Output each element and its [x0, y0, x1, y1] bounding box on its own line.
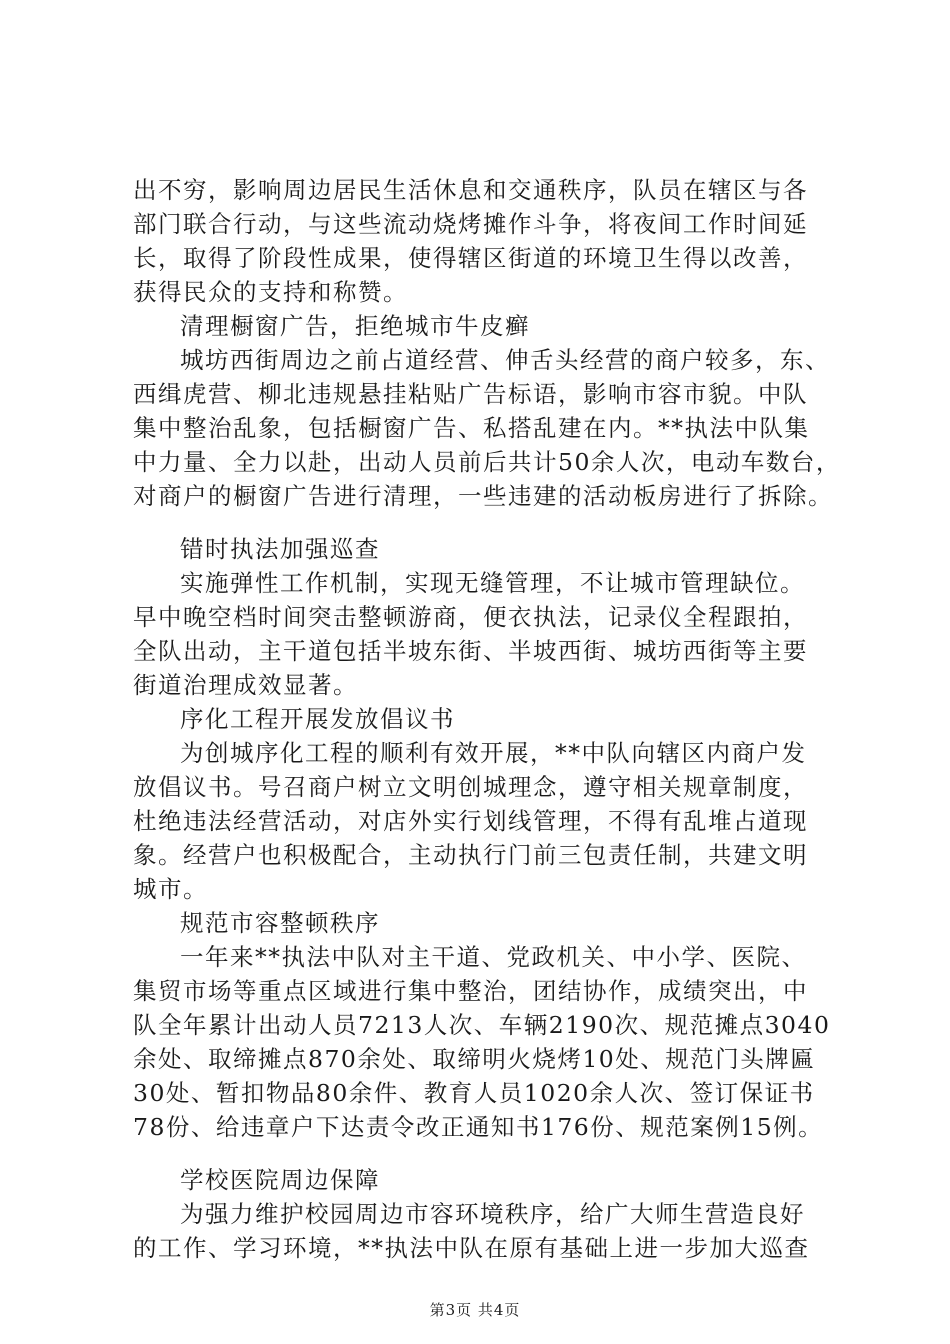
- body-text-line: 为强力维护校园周边市容环境秩序，给广大师生营造良好: [180, 1200, 805, 1228]
- body-text-line: 30处、暂扣物品80余件、教育人员1020余人次、签订保证书: [133, 1079, 815, 1107]
- body-text-line: 杜绝违法经营活动，对店外实行划线管理，不得有乱堆占道现: [133, 807, 808, 835]
- section-heading: 规范市容整顿秩序: [180, 909, 380, 937]
- body-text-line: 西缉虎营、柳北违规悬挂粘贴广告标语，影响市容市貌。中队: [133, 380, 808, 408]
- body-text-line: 城坊西街周边之前占道经营、伸舌头经营的商户较多，东、: [180, 346, 830, 374]
- section-heading: 错时执法加强巡查: [180, 535, 380, 563]
- section-heading: 学校医院周边保障: [180, 1166, 380, 1194]
- body-text-line: 城市。: [133, 875, 208, 903]
- body-text-line: 早中晚空档时间突击整顿游商，便衣执法，记录仪全程跟拍，: [133, 603, 808, 631]
- page-number-footer: 第3页 共4页: [429, 1301, 521, 1319]
- body-text-line: 放倡议书。号召商户树立文明创城理念，遵守相关规章制度，: [133, 773, 808, 801]
- body-text-line: 部门联合行动，与这些流动烧烤摊作斗争，将夜间工作时间延: [133, 210, 808, 238]
- body-text-line: 集贸市场等重点区域进行集中整治，团结协作，成绩突出，中: [133, 977, 808, 1005]
- body-text-line: 队全年累计出动人员7213人次、车辆2190次、规范摊点3040: [133, 1011, 831, 1039]
- body-text-line: 获得民众的支持和称赞。: [133, 278, 408, 306]
- body-text-line: 长，取得了阶段性成果，使得辖区街道的环境卫生得以改善，: [133, 244, 808, 272]
- body-text-line: 实施弹性工作机制，实现无缝管理，不让城市管理缺位。: [180, 569, 805, 597]
- section-heading: 序化工程开展发放倡议书: [180, 705, 455, 733]
- body-text-line: 出不穷，影响周边居民生活休息和交通秩序，队员在辖区与各: [133, 176, 808, 204]
- section-heading: 清理橱窗广告，拒绝城市牛皮癣: [180, 312, 530, 340]
- body-text-line: 对商户的橱窗广告进行清理，一些违建的活动板房进行了拆除。: [133, 482, 833, 510]
- body-text-line: 中力量、全力以赴，出动人员前后共计50余人次，电动车数台，: [133, 448, 841, 476]
- body-text-line: 一年来**执法中队对主干道、党政机关、中小学、医院、: [180, 943, 807, 971]
- body-text-line: 78份、给违章户下达责令改正通知书176份、规范案例15例。: [133, 1113, 824, 1141]
- body-text-line: 为创城序化工程的顺利有效开展，**中队向辖区内商户发: [180, 739, 807, 767]
- body-text-line: 象。经营户也积极配合，主动执行门前三包责任制，共建文明: [133, 841, 808, 869]
- body-text-line: 余处、取缔摊点870余处、取缔明火烧烤10处、规范门头牌匾: [133, 1045, 816, 1073]
- body-text-line: 的工作、学习环境，**执法中队在原有基础上进一步加大巡查: [133, 1234, 810, 1262]
- body-text-line: 街道治理成效显著。: [133, 671, 358, 699]
- body-text-line: 集中整治乱象，包括橱窗广告、私搭乱建在内。**执法中队集: [133, 414, 810, 442]
- body-text-line: 全队出动，主干道包括半坡东街、半坡西街、城坊西街等主要: [133, 637, 808, 665]
